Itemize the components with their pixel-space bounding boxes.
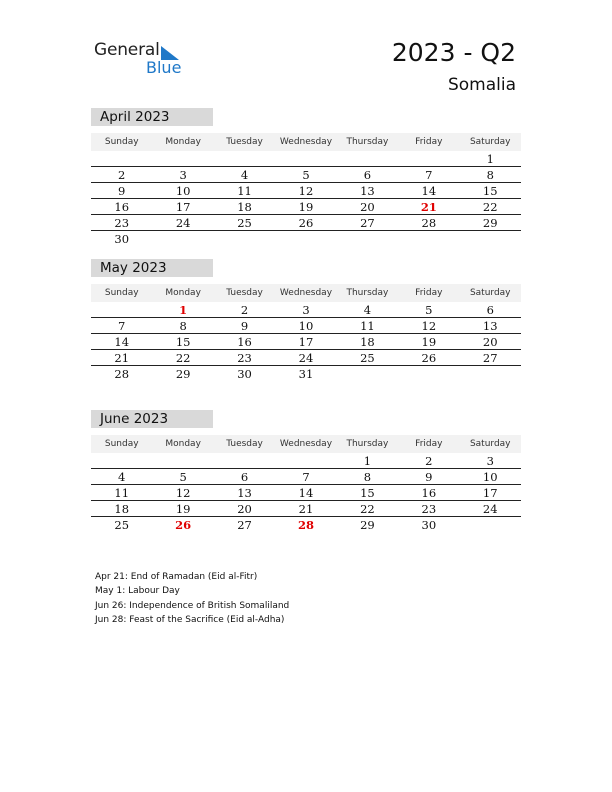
holiday-note: Apr 21: End of Ramadan (Eid al-Fitr) xyxy=(95,572,258,582)
day-cell xyxy=(275,453,336,468)
day-cell: 2 xyxy=(425,454,433,468)
day-cell: 7 xyxy=(118,319,126,333)
weekday-label: Monday xyxy=(165,288,201,298)
day-cell: 6 xyxy=(486,303,494,317)
day-cell: 16 xyxy=(237,335,252,349)
holiday-note: May 1: Labour Day xyxy=(95,586,180,597)
weekday-label: Friday xyxy=(415,137,443,147)
day-cell: 18 xyxy=(237,200,252,214)
day-cell: 10 xyxy=(482,470,498,484)
day-cell: 9 xyxy=(425,470,433,484)
weekday-header-row xyxy=(91,435,521,453)
day-cell: 2 xyxy=(240,303,249,317)
day-cell: 25 xyxy=(114,518,130,532)
week-row xyxy=(91,501,521,517)
day-cell: 1 xyxy=(486,152,494,166)
day-cell: 20 xyxy=(482,335,498,349)
holiday-notes xyxy=(95,570,289,627)
day-cell: 5 xyxy=(425,303,433,317)
day-cell: 23 xyxy=(237,351,252,365)
day-cell: 29 xyxy=(175,367,191,381)
weekday-label: Monday xyxy=(165,137,201,147)
day-cell: 17 xyxy=(175,200,191,214)
day-cell: 17 xyxy=(482,486,498,500)
day-cell: 21 xyxy=(298,502,314,516)
week-row xyxy=(91,350,521,366)
logo-general-text: General xyxy=(94,40,160,60)
day-cell: 25 xyxy=(237,216,252,230)
day-cell: 26 xyxy=(421,351,437,365)
weekday-label: Friday xyxy=(415,288,443,298)
day-cell: 29 xyxy=(482,216,498,230)
week-row xyxy=(91,302,521,318)
day-cell: 18 xyxy=(360,335,375,349)
day-cell: 12 xyxy=(298,184,314,198)
day-cell: 28 xyxy=(421,216,437,230)
logo-blue-text: Blue xyxy=(146,58,182,77)
week-row xyxy=(91,334,521,350)
holiday-day-cell: 1 xyxy=(179,303,188,317)
day-cell: 18 xyxy=(114,502,130,516)
day-cell: 3 xyxy=(302,303,310,317)
day-cell: 19 xyxy=(421,335,437,349)
day-cell: 2 xyxy=(118,168,126,182)
day-cell: 12 xyxy=(421,319,437,333)
day-cell: 21 xyxy=(114,351,130,365)
day-cell: 16 xyxy=(421,486,437,500)
day-cell: 16 xyxy=(114,200,130,214)
day-cell xyxy=(214,231,275,247)
day-cell: 5 xyxy=(179,470,187,484)
day-cell: 22 xyxy=(482,200,498,214)
logo xyxy=(94,40,194,80)
weekday-label: Thursday xyxy=(346,137,389,147)
week-row xyxy=(91,485,521,501)
week-row xyxy=(91,151,521,167)
week-row xyxy=(91,199,521,215)
month-june xyxy=(91,410,521,533)
weekday-label: Sunday xyxy=(104,288,139,298)
day-cell: 1 xyxy=(363,454,372,468)
day-cell: 7 xyxy=(425,168,433,182)
country-name: Somalia xyxy=(447,75,516,95)
month-april xyxy=(91,108,521,247)
month-title: June 2023 xyxy=(91,410,213,428)
day-cell: 26 xyxy=(298,216,314,230)
day-cell xyxy=(152,231,213,247)
day-cell: 8 xyxy=(179,319,187,333)
day-cell: 19 xyxy=(298,200,314,214)
week-row xyxy=(91,167,521,183)
day-cell: 11 xyxy=(114,486,130,500)
month-title: May 2023 xyxy=(91,259,213,277)
day-cell: 4 xyxy=(240,168,249,182)
holiday-day-cell: 21 xyxy=(420,200,437,214)
day-cell: 22 xyxy=(175,351,191,365)
day-cell xyxy=(152,453,213,468)
month-title: April 2023 xyxy=(91,108,213,126)
day-cell xyxy=(460,231,521,247)
day-cell xyxy=(337,366,398,382)
weekday-label: Wednesday xyxy=(279,137,333,147)
day-cell: 27 xyxy=(360,216,375,230)
day-cell: 22 xyxy=(360,502,375,516)
day-cell xyxy=(337,231,398,247)
day-cell: 10 xyxy=(175,184,191,198)
holiday-day-cell: 26 xyxy=(175,518,192,532)
day-cell: 14 xyxy=(114,335,130,349)
day-cell: 3 xyxy=(179,168,187,182)
day-cell xyxy=(91,453,152,468)
weekday-label: Friday xyxy=(415,439,443,449)
day-cell xyxy=(460,517,521,533)
day-cell: 24 xyxy=(298,351,314,365)
day-cell: 20 xyxy=(237,502,252,516)
day-cell: 25 xyxy=(360,351,375,365)
day-cell: 14 xyxy=(421,184,437,198)
day-cell: 5 xyxy=(302,168,310,182)
day-cell: 8 xyxy=(486,168,494,182)
day-cell xyxy=(91,151,152,166)
weekday-label: Wednesday xyxy=(279,439,333,449)
day-cell: 29 xyxy=(360,518,375,532)
weekday-label: Tuesday xyxy=(226,439,263,449)
day-cell xyxy=(337,151,398,166)
day-cell xyxy=(152,151,213,166)
day-cell: 13 xyxy=(360,184,375,198)
day-cell: 9 xyxy=(240,319,249,333)
day-cell: 7 xyxy=(302,470,310,484)
holiday-day-cell: 28 xyxy=(297,518,314,532)
day-cell: 19 xyxy=(175,502,191,516)
month-may xyxy=(91,259,521,382)
day-cell xyxy=(275,151,336,166)
day-cell: 24 xyxy=(482,502,498,516)
weekday-label: Tuesday xyxy=(226,288,263,298)
weekday-header-row xyxy=(91,133,521,151)
day-cell: 27 xyxy=(482,351,498,365)
weekday-label: Saturday xyxy=(469,288,511,298)
day-cell: 11 xyxy=(237,184,252,198)
day-cell xyxy=(460,366,521,382)
day-cell: 23 xyxy=(421,502,437,516)
holiday-note: Jun 28: Feast of the Sacrifice (Eid al-Adha) xyxy=(95,614,285,625)
week-row xyxy=(91,366,521,382)
weekday-label: Sunday xyxy=(104,137,139,147)
weekday-label: Saturday xyxy=(469,137,511,147)
day-cell xyxy=(91,302,152,317)
day-cell xyxy=(214,453,275,468)
weekday-label: Monday xyxy=(165,439,201,449)
day-cell: 3 xyxy=(486,454,494,468)
day-cell xyxy=(398,366,459,382)
day-cell: 15 xyxy=(482,184,498,198)
day-cell: 4 xyxy=(363,303,372,317)
weekday-label: Sunday xyxy=(104,439,139,449)
weekday-label: Tuesday xyxy=(226,137,263,147)
day-cell xyxy=(275,231,336,247)
day-cell: 9 xyxy=(118,184,126,198)
weekday-header-row xyxy=(91,284,521,302)
day-cell: 30 xyxy=(421,518,437,532)
week-row xyxy=(91,453,521,469)
day-cell: 6 xyxy=(240,470,249,484)
weekday-label: Thursday xyxy=(346,439,389,449)
day-cell: 23 xyxy=(114,216,130,230)
week-row xyxy=(91,231,521,247)
day-cell: 24 xyxy=(175,216,191,230)
day-cell xyxy=(398,151,459,166)
week-row xyxy=(91,183,521,199)
day-cell: 8 xyxy=(363,470,372,484)
day-cell: 15 xyxy=(175,335,191,349)
day-cell: 13 xyxy=(482,319,498,333)
week-row xyxy=(91,318,521,334)
day-cell: 6 xyxy=(363,168,372,182)
day-cell: 30 xyxy=(237,367,252,381)
weekday-label: Wednesday xyxy=(279,288,333,298)
holiday-note: Jun 26: Independence of British Somaliland xyxy=(95,600,290,611)
day-cell: 31 xyxy=(298,367,314,381)
day-cell: 27 xyxy=(237,518,252,532)
day-cell: 13 xyxy=(237,486,252,500)
weekday-label: Saturday xyxy=(469,439,511,449)
week-row xyxy=(91,469,521,485)
day-cell: 28 xyxy=(114,367,130,381)
day-cell: 14 xyxy=(298,486,314,500)
day-cell: 15 xyxy=(360,486,375,500)
day-cell: 17 xyxy=(298,335,314,349)
day-cell xyxy=(214,151,275,166)
weekday-label: Thursday xyxy=(346,288,389,298)
day-cell: 11 xyxy=(360,319,375,333)
week-row xyxy=(91,215,521,231)
day-cell: 20 xyxy=(360,200,375,214)
week-row xyxy=(91,517,521,533)
day-cell: 30 xyxy=(114,232,130,246)
page-title: 2023 - Q2 xyxy=(391,38,516,67)
day-cell: 10 xyxy=(298,319,314,333)
day-cell xyxy=(398,231,459,247)
day-cell: 12 xyxy=(175,486,191,500)
day-cell: 4 xyxy=(118,470,126,484)
